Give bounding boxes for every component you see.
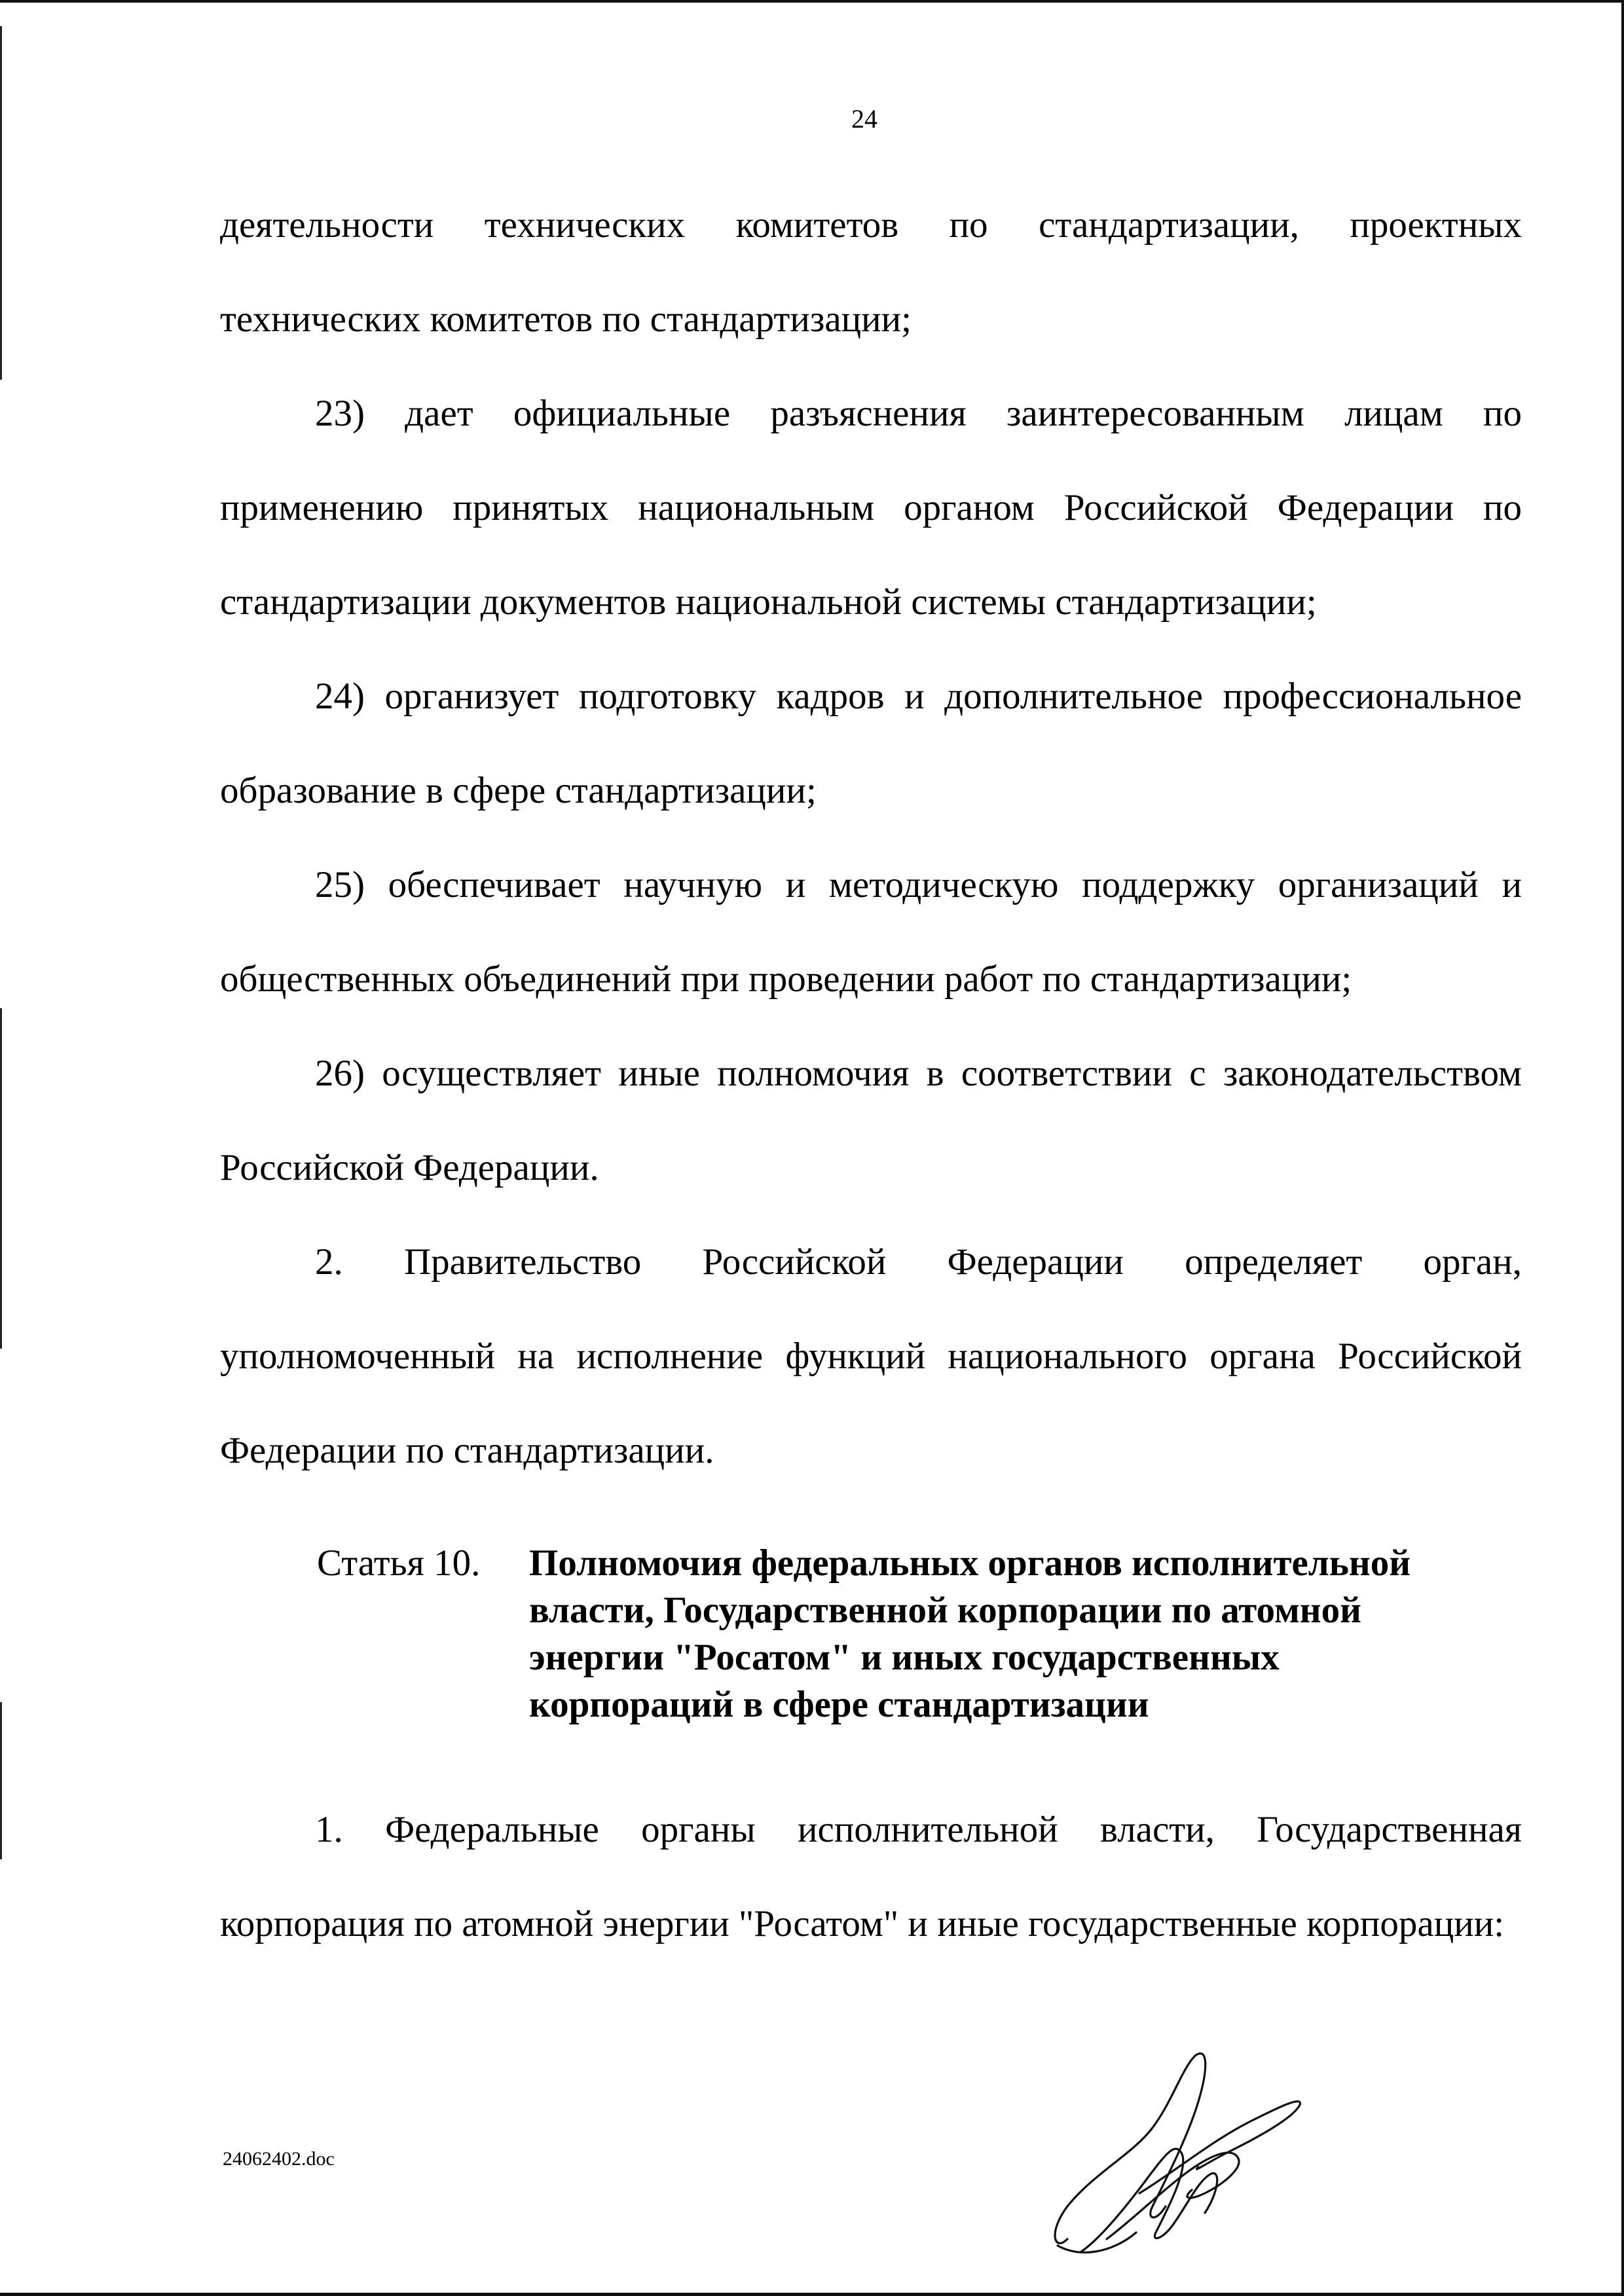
scan-border-top — [0, 0, 1624, 3]
paragraph: 1. Федеральные органы исполнительной власти, Государственная корпорация по атомной энергии "Росатом" и иные государственные корпорации: — [220, 1809, 1522, 1944]
paragraph: деятельности технических комитетов по стандартизации, проектных технических комитетов по стандартизации; — [220, 204, 1522, 340]
paragraph: 2. Правительство Российской Федерации определяет орган, уполномоченный на исполнение функций национального органа Российской Федерации по стандартизации. — [220, 1241, 1522, 1471]
scan-edge-mark — [0, 26, 2, 380]
body-text-bottom — [220, 1783, 1522, 1971]
paragraph: 24) организует подготовку кадров и дополнительное профессиональное образование в сфере стандартизации; — [220, 676, 1522, 811]
scan-edge-mark — [0, 1008, 2, 1349]
scan-edge-mark — [0, 1702, 2, 1859]
scan-border-bottom — [0, 2293, 1624, 2296]
paragraph: 25) обеспечивает научную и методическую поддержку организаций и общественных объединений при проведении работ по стандартизации; — [220, 864, 1522, 1000]
paragraph: 23) дает официальные разъяснения заинтересованным лицам по применению принятых национальным органом Российской Федерации по стандартизации документов национальной системы стандартизации; — [220, 393, 1522, 623]
body-text-top — [220, 178, 1522, 1498]
scan-border-right — [1621, 0, 1624, 2296]
article-title: Полномочия федеральных органов исполнительной власти, Государственной корпорации по атомной энергии "Росатом" и иных государственных корпораций в сфере стандартизации — [529, 1542, 1411, 1725]
document-id: 24062402.doc — [223, 2148, 335, 2170]
page-number: 24 — [851, 104, 877, 134]
paragraph: 26) осуществляет иные полномочия в соответствии с законодательством Российской Федерации. — [220, 1053, 1522, 1188]
signature — [1041, 2043, 1316, 2265]
article-label: Статья 10. — [317, 1542, 481, 1584]
